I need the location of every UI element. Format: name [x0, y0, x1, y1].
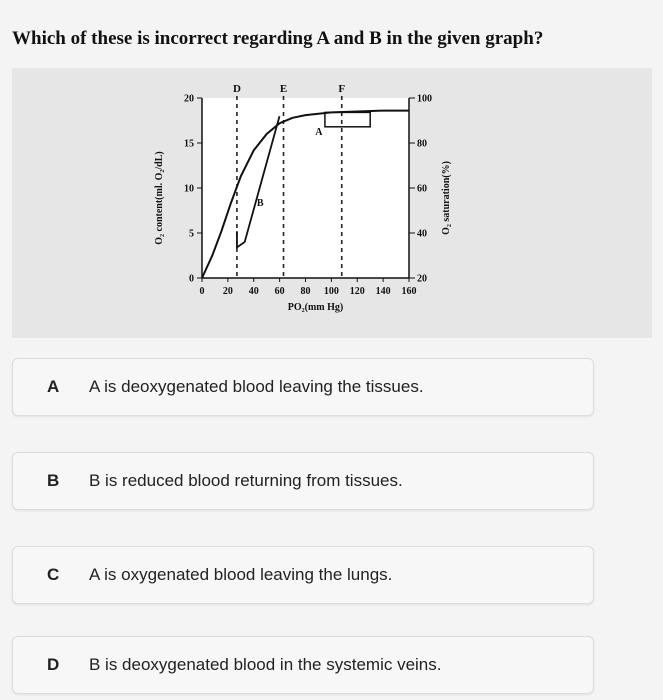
plot-area	[202, 98, 409, 278]
x-tick-label: 140	[375, 286, 391, 297]
y-tick-label: 0	[189, 273, 194, 285]
line-label-d: D	[232, 83, 241, 95]
question-text: Which of these is incorrect regarding A and B in the given graph?	[12, 28, 544, 49]
line-label-e: E	[279, 83, 288, 95]
option-b-letter: B	[47, 471, 60, 490]
option-c[interactable]	[12, 546, 594, 604]
y2-tick-label: 100	[417, 93, 432, 105]
region-label-a: A	[315, 126, 323, 138]
oxygen-dissociation-chart	[12, 68, 652, 338]
y-tick-label: 5	[189, 228, 194, 240]
x-axis-label: PO₂(mm Hg)	[287, 302, 344, 313]
y-axis-right-label: O₂ saturation(%)	[441, 161, 452, 235]
option-d[interactable]	[12, 636, 594, 694]
y-tick-label: 20	[184, 93, 194, 105]
y-axis-left-label: O₂ content(ml. O₂/dL)	[154, 151, 165, 245]
y-tick-label: 15	[184, 138, 194, 150]
y2-tick-label: 80	[417, 138, 427, 150]
option-c-letter: C	[47, 565, 60, 584]
option-a[interactable]	[12, 358, 594, 416]
option-a-text: A is deoxygenated blood leaving the tissues.	[89, 377, 424, 396]
y-tick-label: 10	[184, 183, 194, 195]
graph-figure	[12, 68, 652, 338]
option-d-letter: D	[47, 655, 60, 674]
x-tick-label: 40	[248, 286, 259, 297]
option-b-text: B is reduced blood returning from tissues.	[89, 471, 403, 490]
x-tick-label: 120	[349, 286, 365, 297]
x-tick-label: 80	[300, 286, 311, 297]
y2-tick-label: 40	[417, 228, 427, 240]
option-a-letter: A	[47, 377, 60, 396]
option-b[interactable]	[12, 452, 594, 510]
region-label-b: B	[256, 198, 264, 209]
option-d-text: B is deoxygenated blood in the systemic veins.	[89, 655, 442, 674]
x-tick-label: 160	[401, 286, 417, 297]
x-tick-label: 0	[199, 286, 205, 297]
option-c-text: A is oxygenated blood leaving the lungs.	[89, 565, 393, 584]
y2-tick-label: 60	[417, 183, 427, 195]
x-tick-label: 100	[323, 286, 339, 297]
x-tick-label: 60	[274, 286, 285, 297]
y2-tick-label: 20	[417, 273, 427, 285]
x-tick-label: 20	[222, 286, 233, 297]
line-label-f: F	[338, 83, 346, 95]
